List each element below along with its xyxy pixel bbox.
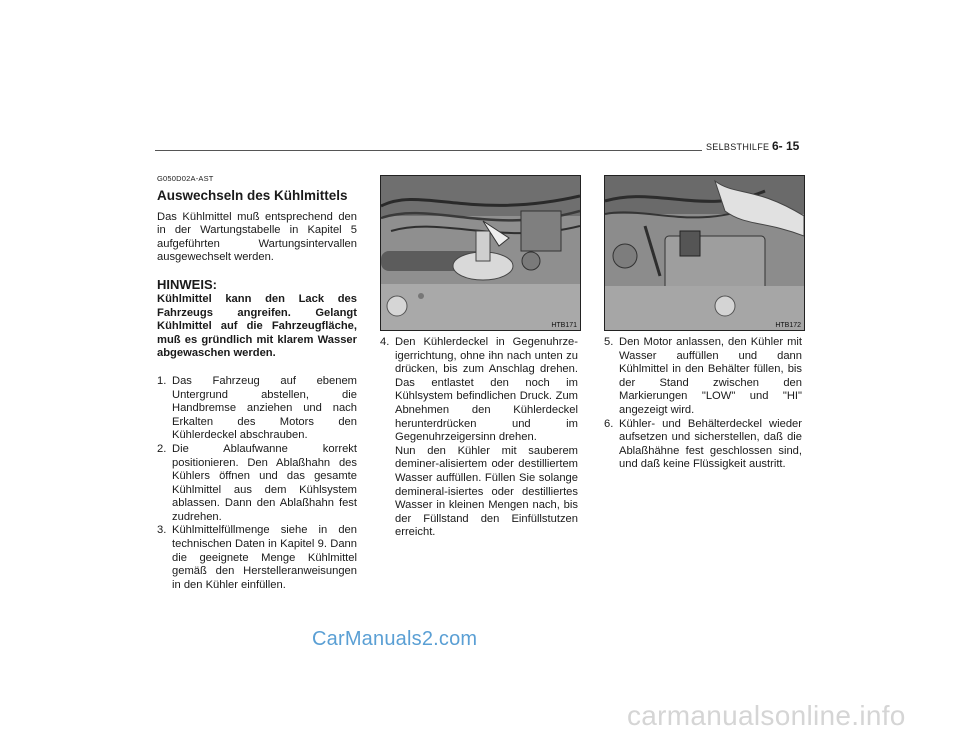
step-number: 4. [380, 336, 390, 348]
list-item [157, 524, 357, 592]
column-right [604, 336, 802, 472]
section-title: SELBSTHILFE [706, 142, 770, 152]
steps-list [380, 336, 578, 540]
column-middle [380, 336, 578, 540]
steps-list [604, 336, 802, 472]
intro-paragraph: Das Kühlmittel muß entsprechend den in der Wartungstabelle in Kapitel 5 aufgeführten Wartungsintervallen ausgewechselt werden. [157, 210, 357, 264]
note-heading: HINWEIS: [157, 276, 217, 292]
engine-bay-illustration [381, 176, 580, 330]
document-code: G050D02A-AST [157, 174, 214, 183]
list-item [157, 443, 357, 525]
figure-ref: HTB172 [775, 322, 801, 329]
figure-coolant-reservoir [604, 175, 805, 331]
step-text: Das Fahrzeug auf ebenem Untergrund abstellen, die Handbremse anziehen und nach Erkalten des Motors den Kühlerdeckel abschrauben. [172, 374, 357, 442]
steps-list [157, 375, 357, 593]
step-text: Die Ablaufwanne korrekt positionieren. Den Ablaßhahn des Kühlers öffnen und das gesamte Kühlmittel aus dem Kühlsystem ablassen. Dann den Ablaßhahn fest zudrehen. [172, 442, 357, 523]
column-left [157, 172, 357, 592]
list-item [380, 336, 578, 540]
figure-radiator-cap [380, 175, 581, 331]
page-number: 6- 15 [772, 139, 800, 153]
figure-ref: HTB171 [551, 322, 577, 329]
step-text: Kühler- und Behälterdeckel wieder aufsetzen und sicherstellen, daß die Ablaßhähne fest geschlossen sind, und daß keine Flüssigkeit austritt. [619, 417, 802, 471]
watermark-online: carmanualsonline.info [627, 700, 906, 731]
watermark-carmanuals: CarManuals2.com [312, 628, 478, 650]
step-number: 1. [157, 374, 167, 387]
list-item [157, 375, 357, 443]
step-number: 2. [157, 442, 167, 455]
section-heading: Auswechseln des Kühlmittels [157, 187, 348, 203]
step-text: Kühlmittelfüllmenge siehe in den technischen Daten in Kapitel 9. Dann die geeignete Menge Kühlmittel gemäß den Herstelleranweisungen in den Kühler einfüllen. [172, 524, 357, 591]
list-item [604, 418, 802, 472]
list-item [604, 336, 802, 418]
note-text: Kühlmittel kann den Lack des Fahrzeugs angreifen. Gelangt Kühlmittel auf die Fahrzeugfläche, muß es gründlich mit klarem Wasser abgewaschen werden. [157, 292, 357, 360]
header-rule [155, 150, 702, 151]
step-number: 3. [157, 524, 167, 537]
step-number: 6. [604, 417, 614, 430]
step-continuation: Nun den Kühler mit sauberem deminer-alisiertem oder destilliertem Wasser auffüllen. Füllen Sie solange demineral-isiertes oder destilliertes Wasser in kleinen Mengen nach, bis der Füllstand den Einfüllstutzen erreicht. [395, 444, 578, 539]
reservoir-illustration [605, 176, 804, 330]
step-text: Den Motor anlassen, den Kühler mit Wasser auffüllen und dann Kühlmittel in den Behälter füllen, bis der Stand zwischen den Markierungen "LOW" und "HI" angezeigt wird. [619, 336, 802, 416]
step-number: 5. [604, 336, 614, 348]
step-text: Den Kühlerdeckel in Gegenuhrze-igerrichtung, ohne ihn nach unten zu drücken, bis zum Anschlag drehen. Das entlastet den noch im Kühlsystem befindlichen Druck. Zum Abnehmen den Kühlerdeckel herunterdrücken und im Gegenuhrzeigersinn drehen. [395, 336, 578, 444]
